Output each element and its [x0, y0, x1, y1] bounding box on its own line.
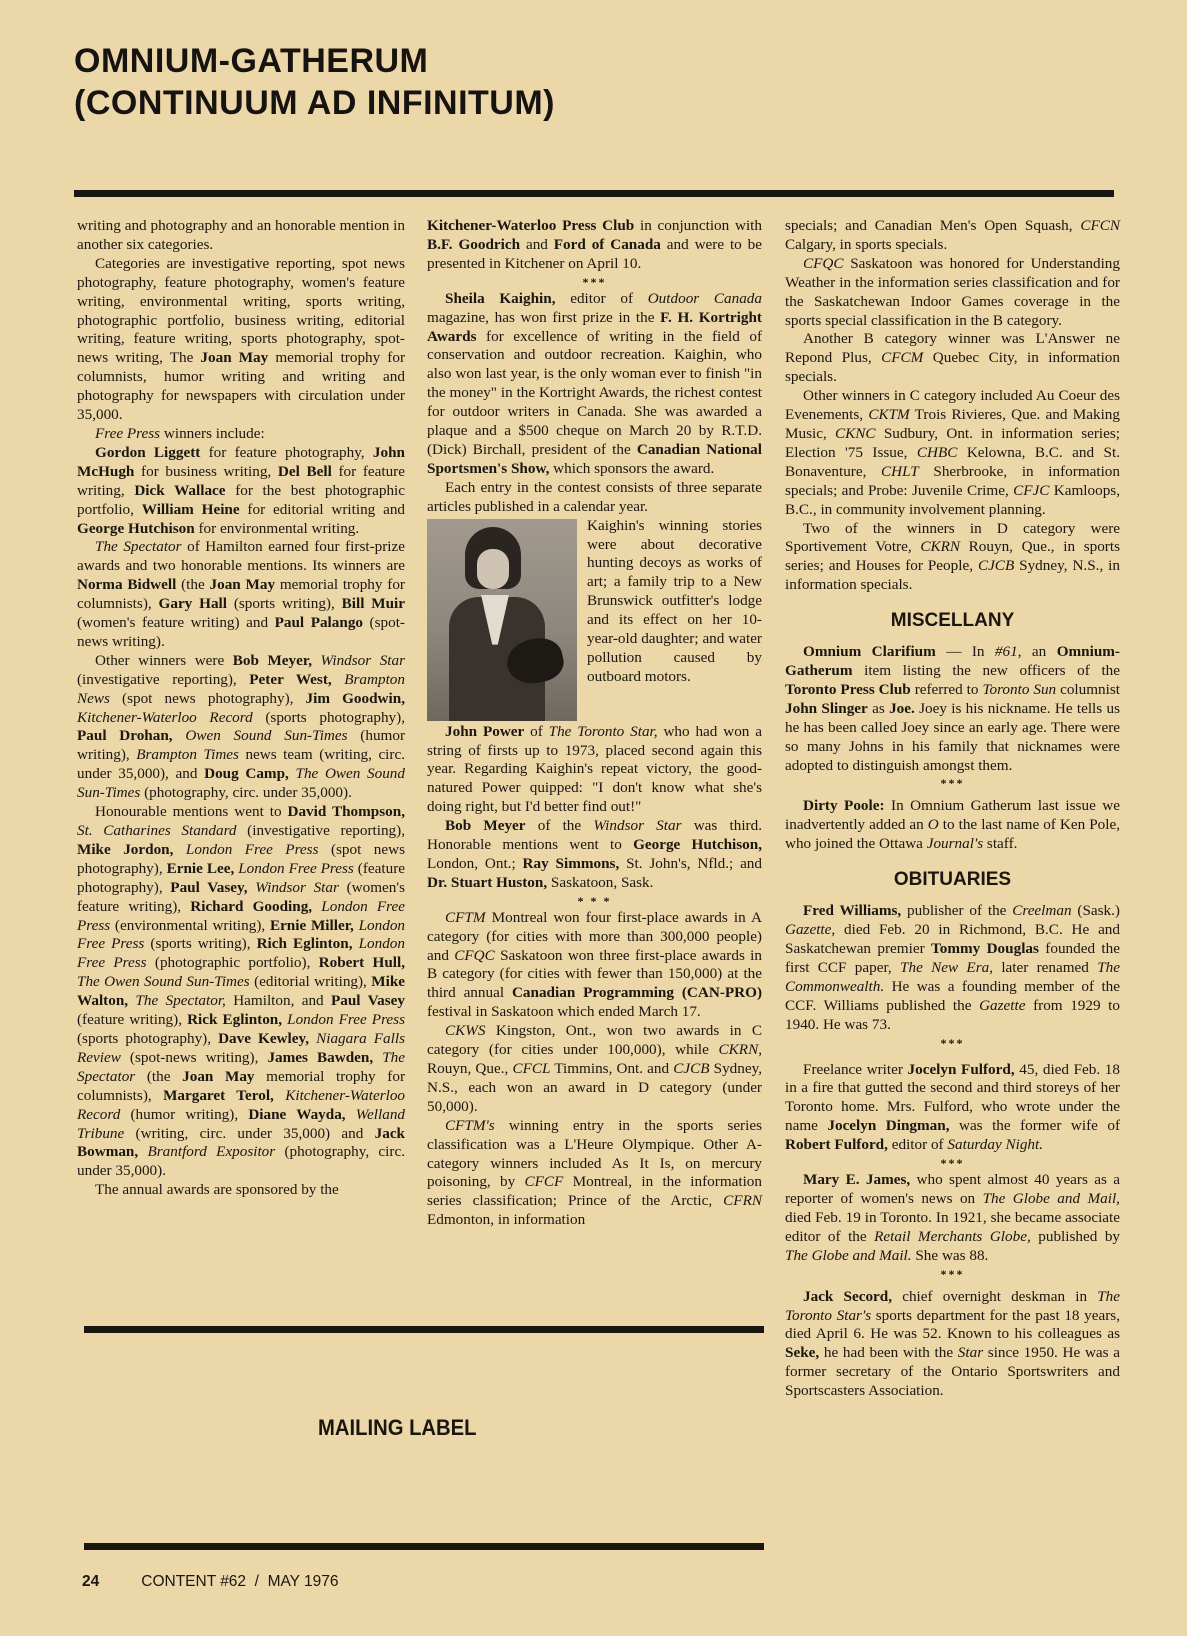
paragraph: Omnium Clarifium — In #61, an Omnium-Gatherum item listing the new officers of the Toronto Press Club referred to Toronto Sun columnist John Slinger as Joe. Joey is his nickname. He tells us he has been called Joey since an early age. There were so many Johns in his family that nicknames were adopted to distinguish amongst them. — [785, 643, 1120, 774]
paragraph: Bob Meyer of the Windsor Star was third. Honorable mentions went to George Hutchison, London, Ont.; Ray Simmons, St. John's, Nfld.; and Dr. Stuart Huston, Saskatoon, Sask. — [427, 817, 762, 891]
paragraph: Mary E. James, who spent almost 40 years as a reporter of women's news on The Globe and Mail, died Feb. 19 in Toronto. In 1921, she became associate editor of the Retail Merchants Globe, published by The Globe and Mail. She was 88. — [785, 1171, 1121, 1264]
paragraph: writing and photography and an honorable mention in another six categories. — [77, 217, 405, 253]
photo-face — [477, 549, 509, 589]
issue-info: CONTENT #62 / MAY 1976 — [141, 1573, 339, 1590]
paragraph: Other winners were Bob Meyer, Windsor Star (investigative reporting), Peter West, Brampton News (spot news photography), Jim Goodwin, Kitchener-Waterloo Record (sports photography), Paul Drohan, Owen Sound Sun-Times (humor writing), Brampton Times news team (writing, circ. under 35,000), and Doug Camp, The Owen Sound Sun-Times (photography, circ. under 35,000). — [77, 651, 406, 802]
title-line-2: (CONTINUUM AD INFINITUM) — [74, 84, 555, 122]
paragraph: Kitchener-Waterloo Press Club in conjunction with B.F. Goodrich and Ford of Canada and were to be presented in Kitchener on April 10. — [427, 217, 762, 272]
paragraph: Gordon Liggett for feature photography, John McHugh for business writing, Del Bell for feature writing, Dick Wallace for the best photographic portfolio, William Heine for editorial writing and George Hutchison for environmental writing. — [77, 443, 406, 537]
paragraph: Each entry in the contest consists of three separate articles published in a calendar year. — [427, 478, 762, 515]
photo-sheila-kaighin — [427, 519, 577, 721]
separator: *** — [940, 1266, 965, 1281]
paragraph: Other winners in C category included Au Coeur des Evenements, CKTM Trois Rivieres, Que. and Making Music, CKNC Sudbury, Ont. in information series; Election '75 Issue, CHBC Kelowna, B.C. and St. Bonaventure, CHLT Sherbrooke, in information specials; and Probe: Juvenile Crime, CFJC Kamloops, B.C., in community involvement planning. — [785, 387, 1121, 518]
separator: *** — [940, 776, 965, 791]
paragraph: Another B category winner was L'Answer ne Repond Plus, CFCM Quebec City, in information specials. — [785, 330, 1120, 386]
separator: *** — [940, 1035, 965, 1050]
paragraph: Categories are investigative reporting, spot news photography, feature photography, women's feature writing, environmental writing, sports writing, photographic portfolio, business writing, editorial writing, feature writing, sports photography, spot-news writing, The Joan May memorial trophy for columnists, humor writing and writing and photography for newspapers with circulation under 35,000. — [77, 254, 406, 424]
page-title — [74, 40, 555, 124]
paragraph: Jack Secord, chief overnight deskman in The Toronto Star's sports department for the past 18 years, died April 6. He was 52. Known to his colleagues as Seke, he had been with the Star since 1950. He was a former secretary of the Ontario Sportswriters and Sportscasters Association. — [785, 1287, 1121, 1400]
column-2 — [427, 217, 762, 1230]
paragraph: Freelance writer Jocelyn Fulford, 45, died Feb. 18 in a fire that gutted the second and third storeys of her Toronto home. Mrs. Fulford, who wrote under the name Jocelyn Dingman, was the former wife of Robert Fulford, editor of Saturday Night. — [785, 1060, 1120, 1154]
paragraph: Free Press winners include: — [95, 424, 265, 442]
paragraph: CKWS Kingston, Ont., won two awards in C category (for cities under 100,000), while CKRN, Rouyn, Que., CFCL Timmins, Ont. and CJCB Sydney, N.S., each won an award in D category (under 50,000). — [427, 1022, 763, 1115]
paragraph: Honourable mentions went to David Thompson, St. Catharines Standard (investigative reporting), Mike Jordon, London Free Press (spot news photography), Ernie Lee, London Free Press (feature photography), Paul Vasey, Windsor Star (women's feature writing), Richard Gooding, London Free Press (environmental writing), Ernie Miller, London Free Press (sports writing), Rich Eglinton, London Free Press (photographic portfolio), Robert Hull, The Owen Sound Sun-Times (editorial writing), Mike Walton, The Spectator, Hamilton, and Paul Vasey (feature writing), Rick Eglinton, London Free Press (sports photography), Dave Kewley, Niagara Falls Review (spot-news writing), James Bawden, The Spectator (the Joan May memorial trophy for columnists), Margaret Terol, Kitchener-Waterloo Record (humor writing), Diane Wayda, Welland Tribune (writing, circ. under 35,000) and Jack Bowman, Brantford Expositor (photography, circ. under 35,000). — [77, 803, 406, 1180]
paragraph: Dirty Poole: In Omnium Gatherum last issue we inadvertently added an O to the last name of Ken Pole, who joined the Ottawa Journal's staff. — [785, 797, 1120, 853]
paragraph: The Spectator of Hamilton earned four first-prize awards and two honorable mentions. Its winners are Norma Bidwell (the Joan May memorial trophy for columnists), Gary Hall (sports writing), Bill Muir (women's feature writing) and Paul Palango (spot-news writing). — [77, 538, 406, 650]
paragraph: Two of the winners in D category were Sportivement Votre, CKRN Rouyn, Que., in sports series; and Houses for People, CJCB Sydney, N.S., in information specials. — [785, 519, 1120, 594]
separator: *** — [582, 274, 607, 289]
heading-obituaries: OBITUARIES — [893, 869, 1012, 891]
mailing-label-heading: MAILING LABEL — [318, 1415, 477, 1440]
mailing-label-bottom-rule — [84, 1543, 764, 1550]
paragraph: John Power of The Toronto Star, who had won a string of firsts up to 1973, placed second again this year. Regarding Kaighin's repeat victory, the good-natured Power quipped: "I don't know what she's doing right, but I'd better find out!" — [427, 722, 763, 816]
paragraph: Kaighin's winning stories were about decorative hunting decoys as works of art; a family trip to a New Brunswick outfitter's lodge and its effect on her 10-year-old daughter; and water pollution caused by outboard motors. — [587, 516, 762, 685]
paragraph: Sheila Kaighin, editor of Outdoor Canada magazine, has won first prize in the F. H. Kortright Awards for excellence of writing in the field of conservation and outdoor recreation. Kaighin, who also won last year, is the only woman ever to finish "in the money" in the Kortright Awards, the richest contest for outdoor writers in Canada. She was awarded a plaque and a $500 cheque on March 20 by R.T.D. (Dick) Birchall, president of the Canadian National Sportsmen's Show, which sponsors the award. — [427, 289, 762, 477]
top-rule — [74, 190, 1114, 197]
column-3 — [785, 217, 1120, 1401]
paragraph: specials; and Canadian Men's Open Squash, CFCN Calgary, in sports specials. — [785, 217, 1120, 253]
paragraph: CFQC Saskatoon was honored for Understanding Weather in the information series classification and for the Saskatchewan Indoor Games coverage in the sports special classification in the B category. — [785, 254, 1120, 329]
paragraph: The annual awards are sponsored by the — [95, 1181, 339, 1199]
title-line-1: OMNIUM-GATHERUM — [74, 42, 429, 80]
paragraph: CFTM's winning entry in the sports series classification was a L'Heure Olympique. Other A-category winners included As It Is, on mercury poisoning, by CFCF Montreal, in the information series classification; Prince of the Arctic, CFRN Edmonton, in information — [427, 1116, 762, 1229]
separator: * * * — [577, 893, 612, 908]
separator: *** — [940, 1156, 965, 1171]
paragraph: CFTM Montreal won four first-place awards in A category (for cities with more than 300,000 people) and CFQC Saskatoon won three first-place awards in B category (for cities with fewer than 150,000) at the third annual Canadian Programming (CAN-PRO) festival in Saskatoon which ended March 17. — [427, 908, 762, 1021]
page-number: 24 — [82, 1573, 100, 1590]
paragraph: Fred Williams, publisher of the Creelman (Sask.) Gazette, died Feb. 20 in Richmond, B.C. He and Saskatchewan premier Tommy Douglas founded the first CCF paper, The New Era, later renamed The Commonwealth. He was a founding member of the CCF. Williams published the Gazette from 1929 to 1940. He was 73. — [785, 902, 1120, 1033]
column-1 — [77, 217, 405, 1200]
heading-miscellany: MISCELLANY — [890, 610, 1015, 632]
mailing-label-top-rule — [84, 1326, 764, 1333]
page-footer — [82, 1573, 339, 1591]
